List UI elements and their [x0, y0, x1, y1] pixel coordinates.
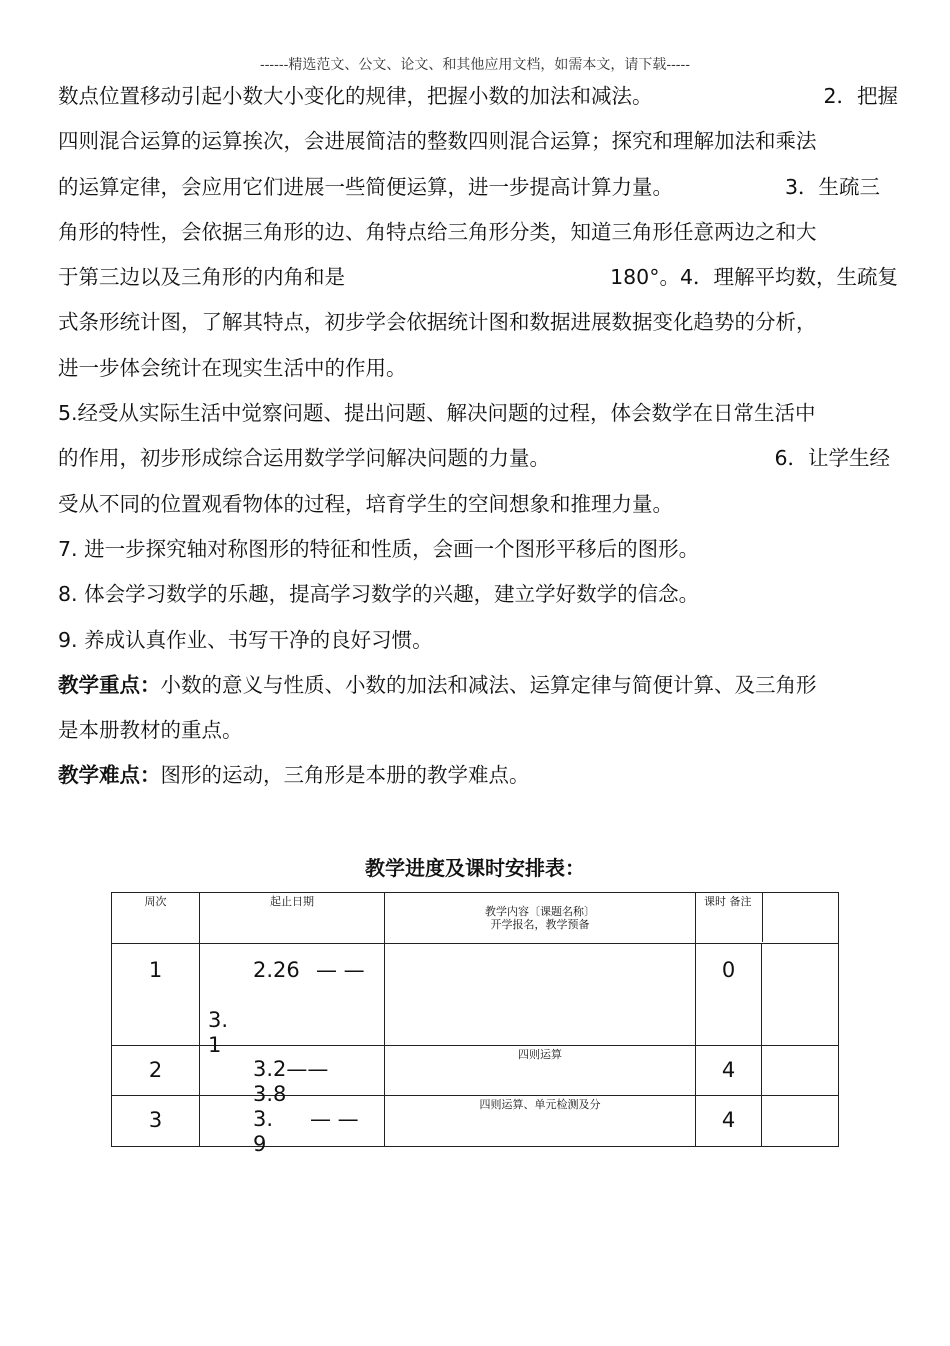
date-end-cont: 1: [208, 1033, 222, 1057]
key-points-line: [58, 663, 898, 708]
row-week: 2: [112, 1046, 200, 1096]
date-start: 2.26: [253, 958, 300, 982]
row-hours: 4: [696, 1046, 762, 1096]
header-week: 周次: [112, 893, 200, 944]
row-week: 1: [112, 944, 200, 1046]
row-content: 四则运算、单元检测及分: [385, 1096, 696, 1147]
text-segment: 的作用，初步形成综合运用数学学问解决问题的力量。: [58, 446, 550, 471]
row-remarks: [762, 1096, 839, 1147]
text-line: 是本册教材的重点。: [58, 718, 243, 743]
difficulties-line: [58, 753, 898, 798]
text-line: 8. 体会学习数学的乐趣，提高学习数学的兴趣，建立学好数学的信念。: [58, 582, 700, 607]
key-points-text: 小数的意义与性质、小数的加法和减法、运算定律与简便计算、及三角形: [160, 672, 817, 697]
text-line: 四则混合运算的运算挨次，会进展简洁的整数四则混合运算；探究和理解加法和乘法: [58, 129, 817, 154]
text-segment: 的运算定律，会应用它们进展一些简便运算，进一步提高计算力量。: [58, 174, 673, 199]
text-segment: 数点位置移动引起小数大小变化的规律，把握小数的加法和减法。: [58, 84, 653, 108]
header-content: [385, 893, 696, 944]
text-line: 角形的特性，会依据三角形的边、角特点给三角形分类，知道三角形任意两边之和大: [58, 219, 817, 244]
row-content: [385, 944, 696, 1046]
schedule-table: [111, 892, 839, 1156]
date-end: 9: [253, 1132, 267, 1156]
header-content-title: 教学内容〔课题名称〕: [485, 905, 595, 918]
text-line: 7. 进一步探究轴对称图形的特征和性质，会画一个图形平移后的图形。: [58, 536, 700, 561]
text-line: [58, 436, 898, 481]
text-segment: 180°。4．理解平均数，生疏复: [610, 265, 898, 290]
row-dates: [200, 944, 385, 1057]
text-line: 9. 养成认真作业、书写干净的良好习惯。: [58, 627, 433, 652]
table-row: [112, 1096, 839, 1147]
header-content-extra: 开学报名，教学预备: [490, 918, 590, 931]
date-start: 3.: [253, 1107, 274, 1131]
text-line: [58, 165, 898, 210]
header-divider: [762, 893, 763, 942]
table-row: [112, 944, 839, 1046]
row-dates: [200, 1096, 385, 1156]
text-line: 进一步体会统计在现实生活中的作用。: [58, 355, 407, 380]
row-week: 3: [112, 1096, 200, 1147]
row-remarks: [762, 944, 839, 1046]
page-header-note: ------精选范文、公文、论文、和其他应用文档，如需本文，请下载-----: [259, 57, 691, 73]
date-dash: — —: [316, 958, 365, 982]
row-dates: [200, 1046, 385, 1106]
difficulties-text: 图形的运动，三角形是本册的教学难点。: [160, 763, 530, 788]
header-hours-remarks: [696, 893, 839, 944]
body-text: [58, 74, 898, 799]
row-remarks: [762, 1046, 839, 1096]
text-segment: 于第三边以及三角形的内角和是: [58, 265, 345, 290]
text-line: 5.经受从实际生活中觉察问题、提出问题、解决问题的过程，体会数学在日常生活中: [58, 401, 816, 426]
text-line: [58, 74, 898, 119]
date-end: 3.: [208, 1008, 229, 1032]
text-segment: 6．让学生经: [774, 446, 890, 471]
row-hours: 4: [696, 1096, 762, 1147]
row-content: 四则运算: [385, 1046, 696, 1096]
text-line: 受从不同的位置观看物体的过程，培育学生的空间想象和推理力量。: [58, 491, 673, 516]
difficulties-label: 教学难点：: [58, 763, 161, 788]
schedule-title: 教学进度及课时安排表：: [365, 856, 585, 880]
text-segment: 3．生疏三: [784, 174, 880, 199]
date-start: 3.2——: [253, 1057, 329, 1081]
date-end: 3.8: [253, 1082, 287, 1106]
table-header-row: [112, 893, 839, 944]
text-line: 式条形统计图，了解其特点，初步学会依据统计图和数据进展数据变化趋势的分析，: [58, 310, 817, 335]
header-hours-remarks-label: 课时 备注: [704, 895, 752, 908]
row-hours: 0: [696, 944, 762, 1046]
key-points-label: 教学重点：: [58, 672, 161, 697]
header-dates: 起止日期: [200, 893, 385, 944]
text-segment: 2．把握: [823, 84, 898, 108]
date-dash: — —: [310, 1107, 359, 1131]
table-row: [112, 1046, 839, 1096]
text-line: [58, 255, 898, 300]
